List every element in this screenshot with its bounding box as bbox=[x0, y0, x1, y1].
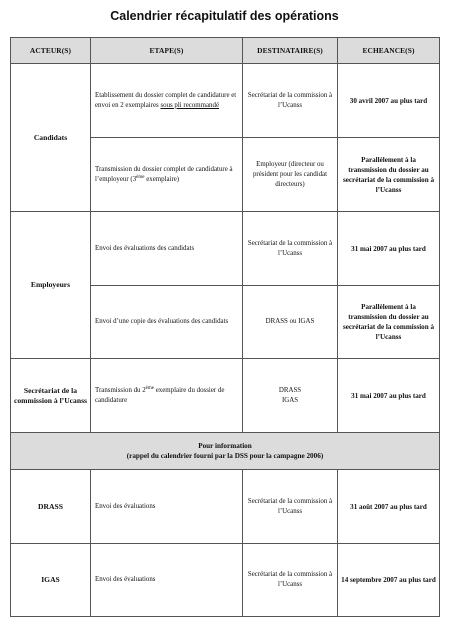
due-cell: 14 septembre 2007 au plus tard bbox=[338, 544, 440, 617]
actor-igas: IGAS bbox=[11, 544, 91, 617]
info-subtitle: (rappel du calendrier fourni par la DSS pour la campagne 2006) bbox=[126, 452, 324, 460]
step-text-prefix: Transmission du dossier complet de candidature à l’employeur (3 bbox=[95, 165, 233, 183]
step-text-suffix: exemplaire) bbox=[144, 175, 180, 183]
dest-cell bbox=[243, 359, 338, 433]
document-title: Calendrier récapitulatif des opérations bbox=[110, 9, 339, 23]
table-row bbox=[11, 544, 440, 617]
header-destinataires: DESTINATAIRE(S) bbox=[243, 38, 338, 64]
info-title: Pour information bbox=[198, 442, 252, 450]
dest-cell: Secrétariat de la commission à l’Ucanss bbox=[243, 64, 338, 138]
actor-drass: DRASS bbox=[11, 470, 91, 544]
header-etapes: ETAPE(S) bbox=[91, 38, 243, 64]
dest-cell: DRASS ou IGAS bbox=[243, 286, 338, 359]
step-cell: Envoi d’une copie des évaluations des candidats bbox=[91, 286, 243, 359]
dest-line: IGAS bbox=[281, 396, 299, 404]
due-cell: 31 mai 2007 au plus tard bbox=[338, 212, 440, 286]
table-row bbox=[11, 64, 440, 138]
info-cell bbox=[11, 433, 440, 470]
due-cell: Parallèlement à la transmission du dossier au secrétariat de la commission à l’Ucanss bbox=[338, 138, 440, 212]
step-cell bbox=[91, 359, 243, 433]
step-cell: Envoi des évaluations des candidats bbox=[91, 212, 243, 286]
due-cell: 31 mai 2007 au plus tard bbox=[338, 359, 440, 433]
table-row bbox=[11, 359, 440, 433]
step-text-prefix: Transmission du 2 bbox=[95, 386, 146, 394]
actor-candidats: Candidats bbox=[11, 64, 91, 212]
header-row bbox=[11, 38, 440, 64]
due-cell: 30 avril 2007 au plus tard bbox=[338, 64, 440, 138]
step-cell: Envoi des évaluations bbox=[91, 470, 243, 544]
due-cell: Parallèlement à la transmission du dossier au secrétariat de la commission à l’Ucanss bbox=[338, 286, 440, 359]
dest-cell: Secrétariat de la commission à l’Ucanss bbox=[243, 544, 338, 617]
step-sup: ème bbox=[136, 174, 145, 180]
dest-cell: Secrétariat de la commission à l’Ucanss bbox=[243, 470, 338, 544]
actor-employeurs: Employeurs bbox=[11, 212, 91, 359]
step-sup: ème bbox=[145, 385, 154, 391]
table-row bbox=[11, 470, 440, 544]
operations-calendar-table bbox=[10, 37, 440, 617]
dest-cell: Secrétariat de la commission à l’Ucanss bbox=[243, 212, 338, 286]
step-cell bbox=[91, 138, 243, 212]
header-acteurs: ACTEUR(S) bbox=[11, 38, 91, 64]
info-row bbox=[11, 433, 440, 470]
dest-cell: Employeur (directeur ou président pour les candidat directeurs) bbox=[243, 138, 338, 212]
step-text: Etablissement du dossier complet de candidature et envoi en 2 exemplaires bbox=[95, 91, 237, 109]
step-cell: Envoi des évaluations bbox=[91, 544, 243, 617]
step-underlined-text: sous pli recommandé bbox=[160, 101, 220, 109]
actor-secretariat: Secrétariat de la commission à l’Ucanss bbox=[11, 359, 91, 433]
step-text-suffix: exemplaire du dossier de candidature bbox=[95, 386, 225, 404]
step-cell bbox=[91, 64, 243, 138]
header-echeances: ECHEANCE(S) bbox=[338, 38, 440, 64]
due-cell: 31 août 2007 au plus tard bbox=[338, 470, 440, 544]
table-row bbox=[11, 212, 440, 286]
dest-line: DRASS bbox=[278, 386, 302, 394]
